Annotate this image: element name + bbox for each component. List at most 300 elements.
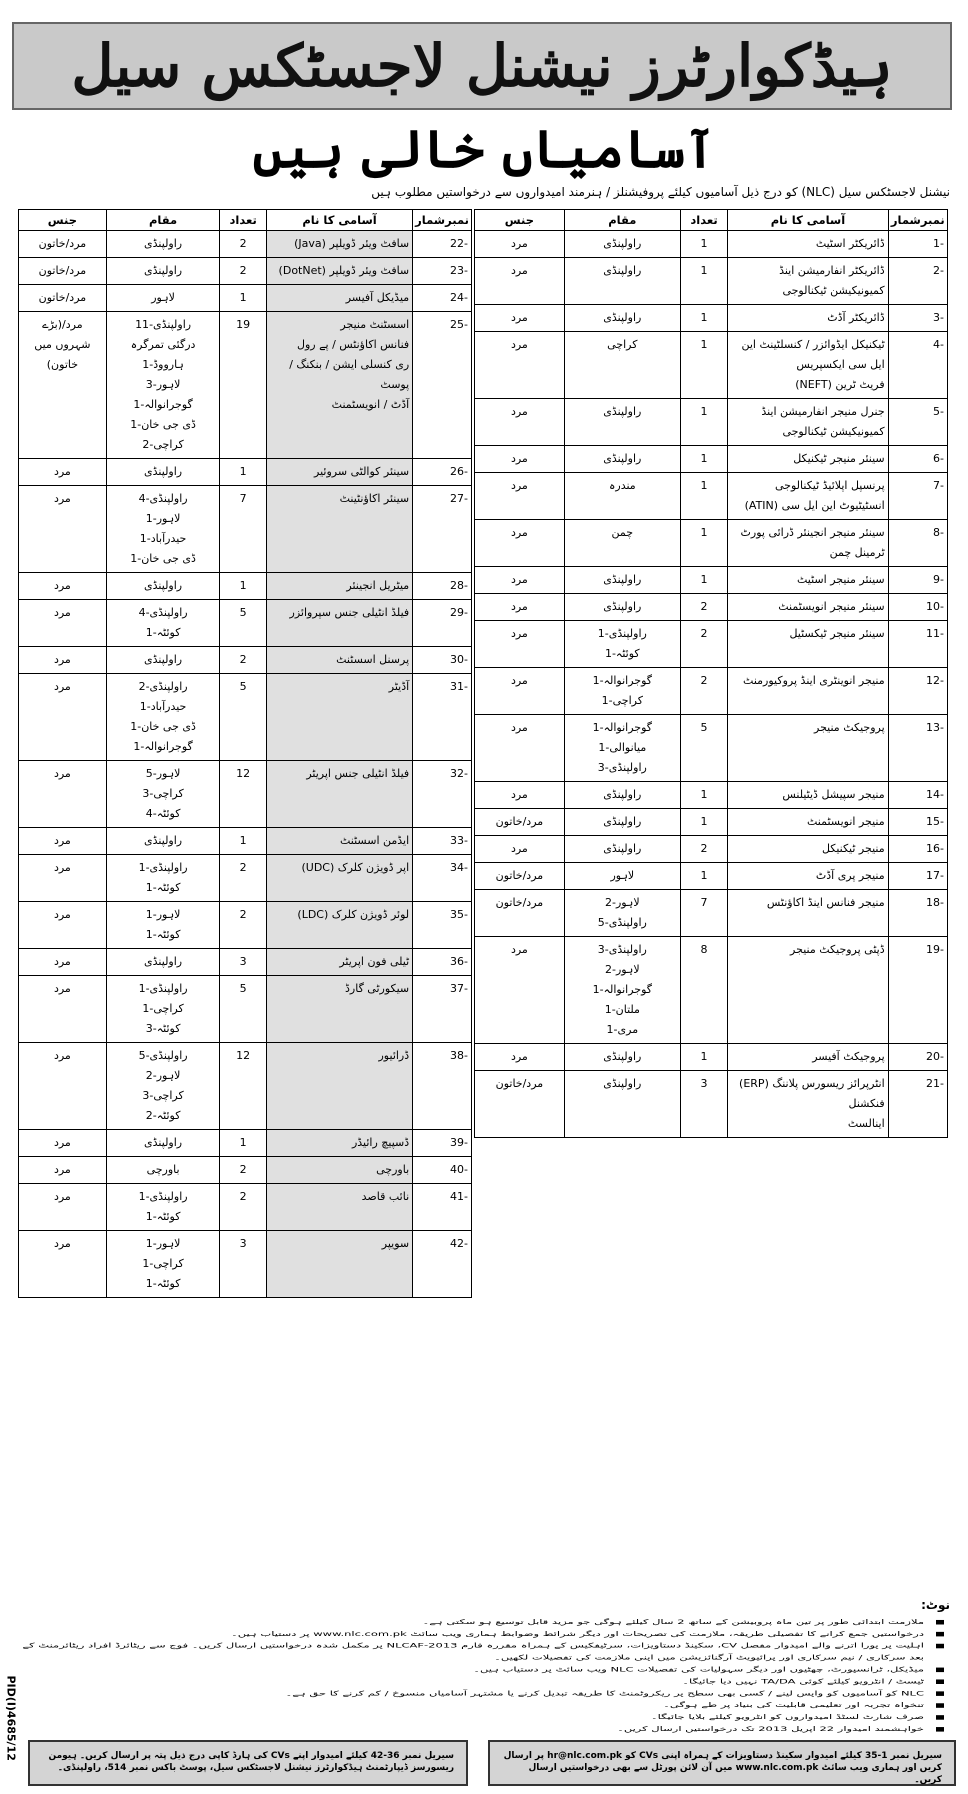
post-title-cell	[728, 1044, 888, 1071]
place-cell	[106, 647, 220, 674]
place-cell	[564, 1044, 680, 1071]
gender-line: مرد	[510, 573, 528, 586]
note-item	[20, 1664, 950, 1676]
post-title-cell	[266, 1231, 412, 1298]
post-title-line: سینئر منیجر اسٹیٹ	[796, 573, 885, 586]
post-title-cell	[728, 621, 888, 668]
place-line: راولپنڈی	[144, 579, 183, 592]
gender-cell	[19, 285, 107, 312]
count-cell: 8	[680, 937, 727, 1044]
gender-cell	[475, 937, 565, 1044]
place-line: چمن	[611, 526, 634, 539]
place-line: گوجرانوالہ-1	[133, 398, 193, 411]
post-title-cell	[728, 594, 888, 621]
count-cell: 2	[680, 621, 727, 668]
table-row	[475, 446, 948, 473]
post-title-cell	[266, 949, 412, 976]
serial-number-cell: -4	[888, 332, 947, 399]
serial-number-cell: -34	[413, 855, 472, 902]
place-line: میانوالی-1	[598, 741, 647, 754]
count-cell: 1	[680, 782, 727, 809]
title-banner	[12, 22, 952, 110]
gender-cell	[19, 486, 107, 573]
post-title-cell	[266, 828, 412, 855]
table-header-row	[19, 210, 472, 231]
post-title-cell	[266, 459, 412, 486]
table-row	[475, 782, 948, 809]
table-row	[475, 594, 948, 621]
place-line: لاہور	[151, 291, 175, 304]
post-title-cell	[728, 473, 888, 520]
post-title-cell	[728, 863, 888, 890]
place-line: راولپنڈی-1	[138, 1190, 188, 1203]
table-row	[475, 332, 948, 399]
note-item	[20, 1687, 950, 1699]
table-row	[19, 949, 472, 976]
table-row	[475, 258, 948, 305]
post-title-line: باورچی	[376, 1163, 410, 1176]
table-row	[475, 668, 948, 715]
count-cell: 2	[220, 647, 267, 674]
place-cell	[564, 231, 680, 258]
serial-number-cell: -18	[888, 890, 947, 937]
note-text: درخواستیں جمع کرانے کا تفصیلی طریقہ، ملازمت کی تصریحات اور دیگر شرائط وضوابط ہماری ویب سائٹ www.nlc.com.pk پر دستیاب ہیں۔	[231, 1629, 924, 1638]
post-title-line: ایڈمن اسسٹنٹ	[339, 834, 410, 847]
serial-number-cell: -27	[413, 486, 472, 573]
gender-cell	[19, 855, 107, 902]
table-row	[19, 647, 472, 674]
post-title-cell	[728, 836, 888, 863]
place-cell	[564, 863, 680, 890]
post-title-line: ٹیلی فون اپریٹر	[339, 955, 410, 968]
place-cell	[106, 1231, 220, 1298]
place-line: راولپنڈی	[144, 834, 183, 847]
serial-number-cell: -32	[413, 761, 472, 828]
serial-number-cell: -15	[888, 809, 947, 836]
footer-postal-text: سیریل نمبر 36-42 کیلئے امیدوار اپنے CVs کی ہارڈ کاپی درج ذیل پتہ پر ارسال کریں۔ ہیومن ریسورسز ڈیپارٹمنٹ ہیڈکوارٹرز نیشنل لاجسٹکس سیل، پوسٹ باکس نمبر 514، راولپنڈی۔	[48, 1751, 454, 1773]
post-title-cell	[728, 668, 888, 715]
place-cell	[564, 1071, 680, 1138]
note-text: ملازمت ابتدائی طور پر تین ماہ پروبیشن کے ساتھ 2 سال کیلئے ہوگی جو مزید قابل توسیع ہو سکتی ہے۔	[422, 1617, 924, 1626]
gender-line: مرد	[510, 526, 528, 539]
place-line: کراچی	[607, 338, 638, 351]
serial-number-cell: -20	[888, 1044, 947, 1071]
note-item-secondary	[490, 1723, 950, 1735]
place-line: راولپنڈی-3	[597, 943, 647, 956]
place-line: راولپنڈی-4	[138, 606, 188, 619]
place-cell	[564, 937, 680, 1044]
place-line: راولپنڈی	[603, 452, 642, 465]
gender-cell	[475, 621, 565, 668]
serial-number-cell: -24	[413, 285, 472, 312]
bullet-icon	[936, 1703, 944, 1708]
serial-number-cell: -35	[413, 902, 472, 949]
serial-number-cell: -9	[888, 567, 947, 594]
gender-cell	[19, 1184, 107, 1231]
place-line: کوئٹہ-1	[145, 626, 181, 639]
place-line: لاہور-5	[145, 767, 181, 780]
gender-cell	[475, 715, 565, 782]
place-line: راولپنڈی	[603, 237, 642, 250]
gender-cell	[19, 1231, 107, 1298]
column-header-count: تعداد	[220, 210, 267, 231]
place-line: راولپنڈی	[603, 1077, 642, 1090]
gender-line: مرد	[53, 834, 71, 847]
gender-cell	[475, 668, 565, 715]
post-title-cell	[728, 809, 888, 836]
post-title-line: سینئر منیجر ٹیکنیکل	[793, 452, 885, 465]
gender-cell	[475, 258, 565, 305]
place-line: لاہور-2	[604, 963, 640, 976]
post-title-cell	[728, 567, 888, 594]
post-title-line: ٹیکنیکل ایڈوائزر / کنسلٹینٹ این ایل سی ایکسپریس	[741, 338, 885, 371]
post-title-line: جنرل منیجر انفارمیشن اینڈ کمیونیکیشن ٹیکنالوجی	[761, 405, 885, 438]
serial-number-cell: -7	[888, 473, 947, 520]
footer-online-text: سیریل نمبر 1-35 کیلئے امیدوار سکینڈ دستاویزات کے ہمراہ اپنی CVs کو hr@nlc.com.pk پر ارسال کریں اور ہماری ویب سائٹ www.nlc.com.pk میں آن لائن پورٹل سے بھی درخواستیں ارسال کریں۔	[503, 1751, 942, 1785]
post-title-cell	[266, 258, 412, 285]
count-cell: 1	[680, 809, 727, 836]
gender-cell	[19, 459, 107, 486]
gender-cell	[19, 312, 107, 459]
column-header-place: مقام	[564, 210, 680, 231]
count-cell: 3	[220, 1231, 267, 1298]
table-row	[475, 399, 948, 446]
count-cell: 1	[680, 520, 727, 567]
post-title-line: پرنسپل اپلائیڈ ٹیکنالوجی انسٹیٹیوٹ این ایل سی (ATIN)	[744, 479, 885, 512]
place-line: راولپنڈی	[603, 788, 642, 801]
count-cell: 3	[680, 1071, 727, 1138]
place-cell	[564, 594, 680, 621]
post-title-line: لوئر ڈویژن کلرک (LDC)	[297, 908, 410, 921]
post-title-line: ڈائریکٹر آڈٹ	[827, 311, 885, 324]
count-cell: 1	[220, 1130, 267, 1157]
gender-cell	[19, 828, 107, 855]
table-row	[19, 231, 472, 258]
count-cell: 2	[680, 668, 727, 715]
table-row	[475, 520, 948, 567]
gender-cell	[19, 976, 107, 1043]
note-item-secondary	[490, 1699, 950, 1711]
gender-line: مرد	[53, 767, 71, 780]
post-title-cell	[728, 446, 888, 473]
gender-line: مرد	[510, 943, 528, 956]
table-header-row	[475, 210, 948, 231]
gender-cell	[19, 258, 107, 285]
post-title-line: ڈائریکٹر اسٹیٹ	[815, 237, 885, 250]
place-line: راولپنڈی	[603, 573, 642, 586]
post-title-line: اپر ڈویژن کلرک (UDC)	[301, 861, 410, 874]
count-cell: 12	[220, 761, 267, 828]
gender-cell	[475, 809, 565, 836]
gender-line: مرد/خاتون	[38, 291, 87, 304]
gender-line: مرد	[510, 721, 528, 734]
table-row	[19, 828, 472, 855]
gender-cell	[475, 520, 565, 567]
place-cell	[106, 976, 220, 1043]
place-line: لاہور-2	[145, 1069, 181, 1082]
note-item	[20, 1676, 950, 1688]
table-row	[19, 1043, 472, 1130]
post-title-line: انٹرپرائز ریسورس پلاننگ (ERP) فنکشنل	[739, 1077, 885, 1110]
post-title-cell	[728, 782, 888, 809]
count-cell: 1	[680, 446, 727, 473]
post-title-line: ڈرائیور	[378, 1049, 410, 1062]
serial-number-cell: -41	[413, 1184, 472, 1231]
post-title-line: منیجر فنانس اینڈ اکاؤنٹس	[766, 896, 885, 909]
gender-cell	[475, 399, 565, 446]
place-line: کوئٹہ-1	[145, 1277, 181, 1290]
intro-text: نیشنل لاجسٹکس سیل (NLC) کو درج ذیل آسامیوں کیلئے پروفیشنلز / ہنرمند امیدواروں سے درخواستیں مطلوب ہیں	[371, 185, 950, 199]
place-cell	[564, 473, 680, 520]
place-line: راولپنڈی-3	[597, 761, 647, 774]
gender-line: مرد	[53, 1049, 71, 1062]
serial-number-cell: -38	[413, 1043, 472, 1130]
table-row	[475, 231, 948, 258]
place-line: کوئٹہ-2	[145, 1109, 181, 1122]
place-cell	[564, 836, 680, 863]
table-row	[19, 902, 472, 949]
table-row	[19, 674, 472, 761]
count-cell: 1	[220, 459, 267, 486]
count-cell: 2	[680, 836, 727, 863]
place-line: راولپنڈی	[144, 264, 183, 277]
count-cell: 5	[220, 674, 267, 761]
place-line: مندرہ	[608, 479, 636, 492]
gender-line: مرد/خاتون	[38, 264, 87, 277]
note-item	[20, 1640, 950, 1664]
serial-number-cell: -37	[413, 976, 472, 1043]
table-row	[19, 1157, 472, 1184]
table-row	[19, 855, 472, 902]
post-title-line: منیجر سپیشل ڈیٹیلنس	[782, 788, 885, 801]
bullet-icon	[936, 1727, 944, 1732]
post-title-line: منیجر پری آڈٹ	[815, 869, 885, 882]
gender-cell	[19, 1130, 107, 1157]
post-title-line: ری کنسلی ایشن / بنکنگ / پوسٹ	[289, 358, 410, 391]
place-line: راولپنڈی-11	[135, 318, 192, 331]
count-cell: 1	[680, 231, 727, 258]
place-line: راولپنڈی	[603, 1050, 642, 1063]
place-line: کراچی-3	[142, 787, 184, 800]
gender-cell	[19, 573, 107, 600]
place-cell	[106, 486, 220, 573]
post-title-cell	[266, 976, 412, 1043]
pid-text: PID(I)4685/12	[4, 1675, 18, 1761]
post-title-line: پروجیکٹ آفیسر	[812, 1050, 885, 1063]
note-text: خواہشمند امیدوار 22 اپریل 2013 تک درخواستیں ارسال کریں۔	[617, 1724, 924, 1733]
place-cell	[564, 399, 680, 446]
place-line: حیدرآباد-1	[139, 532, 187, 545]
place-line: حیدرآباد-1	[139, 700, 187, 713]
gender-cell	[19, 674, 107, 761]
gender-line: مرد	[510, 264, 528, 277]
gender-cell	[475, 782, 565, 809]
gender-cell	[475, 446, 565, 473]
place-line: راولپنڈی	[603, 264, 642, 277]
count-cell: 3	[220, 949, 267, 976]
place-line: مری-1	[606, 1023, 639, 1036]
post-title-cell	[728, 332, 888, 399]
post-title-line: اینالسٹ	[847, 1117, 885, 1130]
place-cell	[106, 600, 220, 647]
bullet-icon	[936, 1620, 944, 1625]
gender-cell	[475, 594, 565, 621]
gender-line: مرد/(بڑے	[42, 318, 83, 331]
post-title-line: پروجیکٹ منیجر	[814, 721, 885, 734]
place-cell	[106, 1130, 220, 1157]
place-cell	[564, 520, 680, 567]
post-title-cell	[266, 1043, 412, 1130]
place-cell	[106, 855, 220, 902]
serial-number-cell: -13	[888, 715, 947, 782]
table-row	[19, 761, 472, 828]
note-text: تنخواہ تجربہ اور تعلیمی قابلیت کی بنیاد پر طے ہوگی۔	[663, 1701, 924, 1709]
gender-line: مرد	[53, 908, 71, 921]
post-title-line: فیلڈ انٹیلی جنس اپریٹر	[306, 767, 410, 780]
serial-number-cell: -26	[413, 459, 472, 486]
serial-number-cell: -30	[413, 647, 472, 674]
post-title-line: منیجر انوینٹری اینڈ پروکیورمنٹ	[743, 674, 885, 687]
gender-line: مرد	[510, 452, 528, 465]
table-row	[475, 890, 948, 937]
serial-number-cell: -29	[413, 600, 472, 647]
place-line: کوئٹہ-1	[604, 647, 640, 660]
post-title-cell	[266, 1130, 412, 1157]
place-line: کراچی-2	[142, 438, 184, 451]
column-header-count: تعداد	[680, 210, 727, 231]
count-cell: 1	[220, 573, 267, 600]
place-line: کراچی-1	[601, 694, 643, 707]
page-title: ہیڈکوارٹرز نیشنل لاجسٹکس سیل	[71, 32, 893, 100]
place-line: کوئٹہ-1	[145, 881, 181, 894]
post-title-line: منیجر انویسٹمنٹ	[806, 815, 885, 828]
post-title-cell	[728, 1071, 888, 1138]
place-line: راولپنڈی-1	[597, 627, 647, 640]
serial-number-cell: -31	[413, 674, 472, 761]
serial-number-cell: -11	[888, 621, 947, 668]
gender-cell	[19, 902, 107, 949]
serial-number-cell: -3	[888, 305, 947, 332]
serial-number-cell: -39	[413, 1130, 472, 1157]
gender-cell	[19, 949, 107, 976]
count-cell: 5	[220, 600, 267, 647]
place-line: گوجرانوالہ-1	[592, 721, 653, 734]
post-title-line: فیلڈ انٹیلی جنس سپروائزر	[289, 606, 410, 619]
gender-line: مرد	[510, 237, 528, 250]
serial-number-cell: -21	[888, 1071, 947, 1138]
post-title-cell	[728, 520, 888, 567]
serial-number-cell: -14	[888, 782, 947, 809]
table-row	[475, 836, 948, 863]
column-header-title: آسامی کا نام	[728, 210, 888, 231]
post-title-cell	[266, 600, 412, 647]
gender-line: مرد	[53, 492, 71, 505]
table-row	[475, 1044, 948, 1071]
place-cell	[564, 332, 680, 399]
count-cell: 2	[220, 855, 267, 902]
gender-line: مرد	[53, 653, 71, 666]
gender-cell	[475, 305, 565, 332]
gender-cell	[475, 1044, 565, 1071]
place-line: راولپنڈی	[603, 842, 642, 855]
post-title-line: آڈٹ / انویسٹمنٹ	[331, 398, 410, 411]
count-cell: 19	[220, 312, 267, 459]
pid-code	[0, 1675, 18, 1790]
count-cell: 1	[680, 567, 727, 594]
table-row	[475, 567, 948, 594]
note-item-secondary	[490, 1711, 950, 1723]
count-cell: 2	[220, 1157, 267, 1184]
place-cell	[106, 1157, 220, 1184]
column-header-no: نمبرشمار	[888, 210, 947, 231]
place-line: ڈی جی خان-1	[130, 720, 196, 733]
table-row	[19, 312, 472, 459]
place-line: باورچی	[146, 1163, 180, 1176]
count-cell: 2	[680, 594, 727, 621]
post-title-cell	[728, 231, 888, 258]
count-cell: 5	[680, 715, 727, 782]
place-line: کوئٹہ-1	[145, 928, 181, 941]
post-title-line: سافٹ ویئر ڈویلپر (DotNet)	[278, 264, 410, 277]
bullet-icon	[936, 1679, 944, 1684]
place-line: راولپنڈی	[603, 815, 642, 828]
place-cell	[564, 567, 680, 594]
post-title-line: سینئر اکاؤنٹینٹ	[339, 492, 410, 505]
place-line: کراچی-1	[142, 1002, 184, 1015]
serial-number-cell: -22	[413, 231, 472, 258]
post-title-line: ڈپٹی پروجیکٹ منیجر	[790, 943, 885, 956]
bullet-icon	[936, 1715, 944, 1720]
table-row	[475, 473, 948, 520]
serial-number-cell: -28	[413, 573, 472, 600]
place-line: راولپنڈی-1	[138, 861, 188, 874]
place-line: ملتان-1	[604, 1003, 640, 1016]
note-text: اہلیت پر پورا اترنے والے امیدوار مفصل CV، سکینڈ دستاویزات، سرٹیفکیس کے ہمراہ مقررہ فارم NLCAF-2013 پر مکمل شدہ درخواستیں ارسال کریں۔ فوج سے ریٹائرڈ افراد ریٹائرمنٹ کے بعد سرکاری / نیم سرکاری اور پرائیویٹ آرگنائزیشن میں اپنی ملازمت کی تفصیلات لکھیں۔	[22, 1641, 924, 1662]
table-row	[475, 715, 948, 782]
place-line: راولپنڈی-5	[597, 916, 647, 929]
table-row	[19, 600, 472, 647]
gender-line: مرد	[510, 1050, 528, 1063]
table-row	[475, 809, 948, 836]
place-cell	[106, 1184, 220, 1231]
bullet-icon	[936, 1632, 944, 1637]
place-line: راولپنڈی-4	[138, 492, 188, 505]
gender-line: مرد	[53, 1136, 71, 1149]
post-title-line: فریٹ ٹرین (NEFT)	[795, 378, 885, 391]
count-cell: 5	[220, 976, 267, 1043]
table-row	[19, 1231, 472, 1298]
gender-line: مرد	[510, 479, 528, 492]
place-cell	[106, 231, 220, 258]
place-cell	[106, 1043, 220, 1130]
place-line: راولپنڈی	[144, 237, 183, 250]
place-line: گوجرانوالہ-1	[133, 740, 193, 753]
post-title-cell	[266, 285, 412, 312]
gender-cell	[475, 836, 565, 863]
place-cell	[564, 621, 680, 668]
place-cell	[564, 446, 680, 473]
place-line: راولپنڈی	[603, 600, 642, 613]
gender-line: مرد	[510, 600, 528, 613]
column-header-no: نمبرشمار	[413, 210, 472, 231]
place-cell	[564, 890, 680, 937]
gender-cell	[475, 332, 565, 399]
gender-line: مرد	[510, 311, 528, 324]
place-cell	[106, 902, 220, 949]
jobs-table-left	[18, 209, 472, 1298]
place-line: راولپنڈی	[144, 955, 183, 968]
post-title-line: منیجر ٹیکنیکل	[821, 842, 885, 855]
